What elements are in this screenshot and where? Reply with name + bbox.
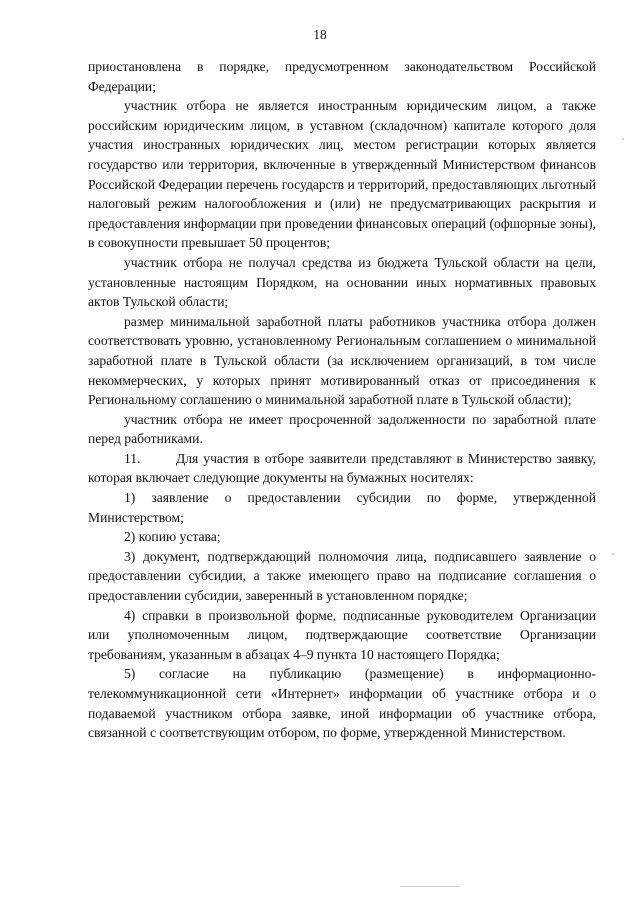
paragraph-foreign-entity: участник отбора не является иностранным юридическим лицом, а также российским юридическим лицом, в уставном (складочном) капитале которого доля участия иностранных юридических лиц, местом регистрации которых является государство или территория, включенные в утвержденный Министерством финансов Российской Федерации перечень государств и территорий, предоставляющих льготный налоговый режим налогообложения и (или) не предусматривающих раскрытия и предоставления информации при проведении финансовых операций (офшорные зоны), в совокупности превышает 50 процентов; <box>88 98 596 251</box>
item-11-text: Для участия в отборе заявители представляют в Министерство заявку, которая включает следующие документы на бумажных носителях: <box>88 450 596 486</box>
item-number: 11. <box>124 450 141 466</box>
list-item-4: 4) справки в произвольной форме, подписанные руководителем Организации или уполномоченным лицом, подтверждающие соответствие Организации требованиям, указанным в абзацах 4–9 пункта 10 настоящего Порядка; <box>88 607 596 662</box>
scan-speck <box>622 138 624 140</box>
scan-speck <box>400 886 460 887</box>
list-item-2: 2) копию устава; <box>124 529 221 545</box>
paragraph-item-11 <box>88 449 596 488</box>
list-item-5: 5) согласие на публикацию (размещение) в информационно-телекоммуникационной сети «Интернет» информации об участнике отбора и о подаваемой участником отбора заявке, иной информации об участнике отбора, связанной с соответствующим отбором, по форме, утвержденной Министерством. <box>88 666 596 741</box>
paragraph-wage-arrears: участник отбора не имеет просроченной задолженности по заработной плате перед работниками. <box>88 411 596 447</box>
paragraph-continuation: приостановлена в порядке, предусмотренном законодательством Российской Федерации; <box>88 59 596 94</box>
paragraph-minimum-wage: размер минимальной заработной платы работников участника отбора должен соответствовать уровню, установленному Региональным соглашением о минимальной заработной плате в Тульской области (за исключением организаций, в том числе некоммерческих, у которых принят мотивированный отказ от присоединения к Региональному соглашению о минимальной заработной плате в Тульской области); <box>88 313 596 408</box>
scan-speck <box>612 553 614 555</box>
list-item-1: 1) заявление о предоставлении субсидии по форме, утвержденной Министерством; <box>88 490 596 525</box>
list-item-3: 3) документ, подтверждающий полномочия лица, подписавшего заявление о предоставлении субсидии, а также имеющего право на подписание соглашения о предоставлении субсидии, заверенный в установленном порядке; <box>88 548 596 604</box>
document-body <box>88 57 596 743</box>
page-number: 18 <box>313 27 327 42</box>
paragraph-budget-funds: участник отбора не получал средства из бюджета Тульской области на цели, установленные настоящим Порядком, на основании иных нормативных правовых актов Тульской области; <box>88 254 596 310</box>
